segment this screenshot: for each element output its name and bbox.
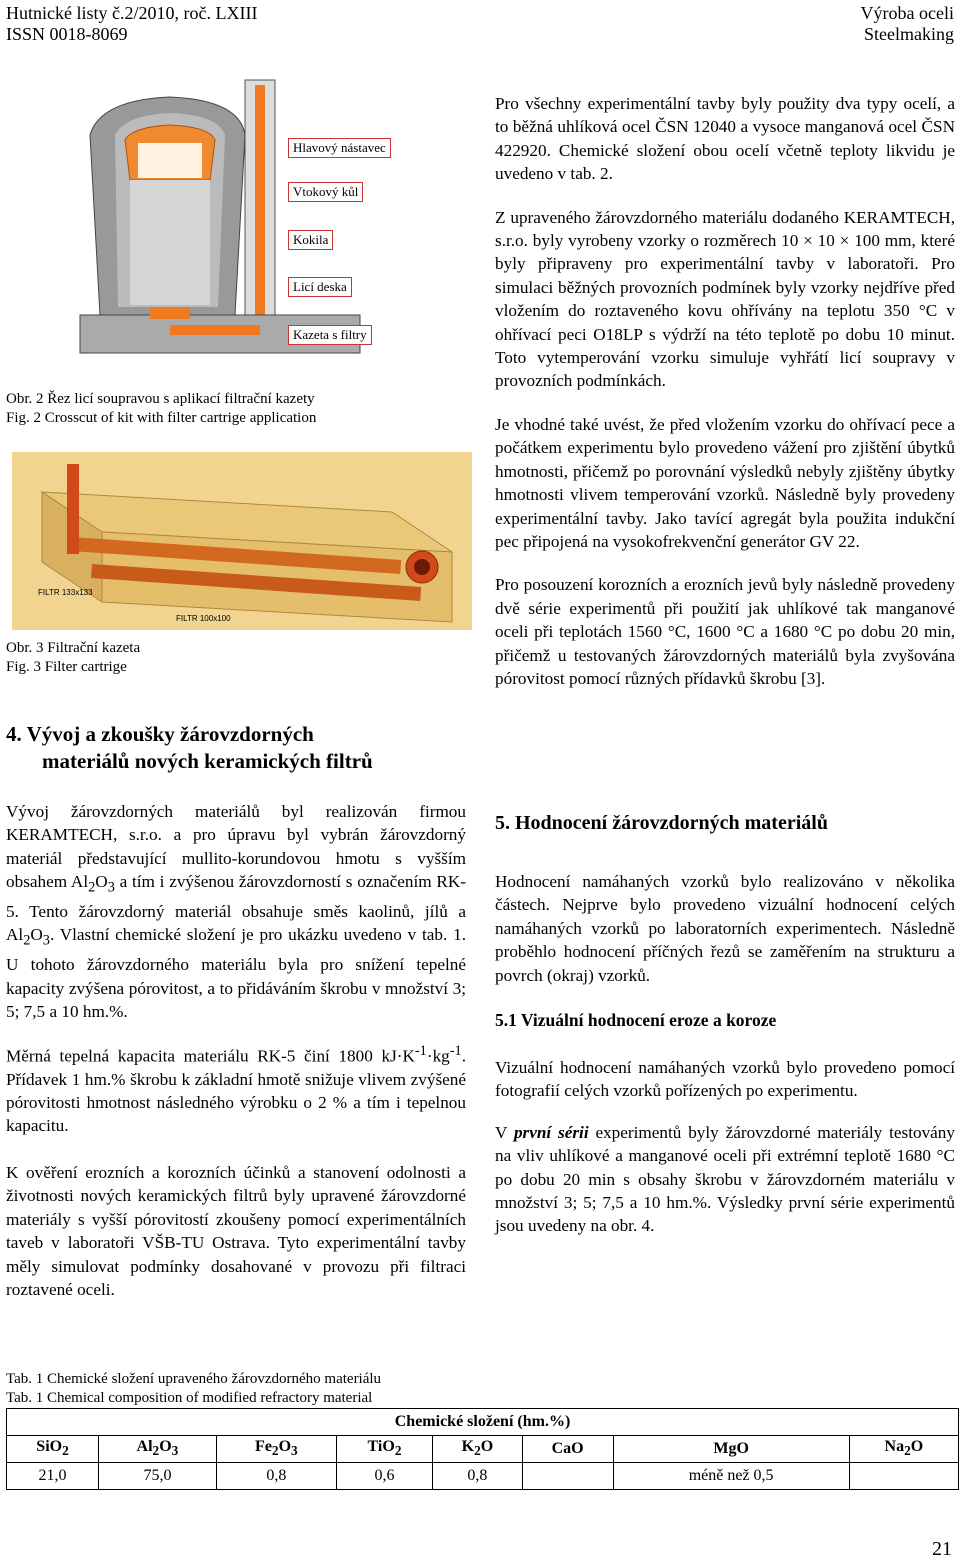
paragraph-right-7: V první sérii experimentů byly žárovzdorné materiály testovány na vliv uhlíkové a manganové oceli při extrémní teplotě 1680 °C po dobu 20 min s obsahy škrobu v žárovzdorném materiálu v množství 3; 5; 7,5 a 10 hm.%. Výsledky první série experimentů jsou uvedeny na obr. 4. [495, 1122, 955, 1236]
paragraph-right-4: Pro posouzení korozních a erozních jevů byly následně provedeny dvě série experimentů při použití jak uhlíkové tak manganové oceli při teplotách 1560 °C, 1600 °C a 1680 °C po dobu 20 min, přičemž u testovaných žárovzdorných materiálů byla zvyšována pórovitost pomocí různých přídavků škrobu [3]. [495, 575, 955, 688]
table-row [7, 1463, 959, 1490]
right-column-body [495, 92, 955, 690]
col-fe2o3: $Fe_2O_3$ [216, 1436, 336, 1463]
table1-caption-cz: Tab. 1 Chemické složení upraveného žárovzdorného materiálu [6, 1371, 382, 1387]
value-na2o [849, 1463, 958, 1490]
table-header-row [7, 1436, 959, 1463]
table1-caption-en: Tab. 1 Chemical composition of modified refractory material [6, 1390, 373, 1406]
paragraph-left-2: Měrná tepelná kapacita materiálu RK-5 činí 1800 $kJ\cdot K^{-1}\cdot kg^{-1}$. Přídavek 1 hm.% škrobu k základní hmotě snižuje vlivem zvýšené pórovitosti hmotnost následného výrobku o 2 % a tím i tepelnou kapacitu. [6, 1042, 466, 1136]
paragraph-left-1: Vývoj žárovzdorných materiálů byl realizován firmou KERAMTECH, s.r.o. a pro úpravu byl vybrán žárovzdorný materiál představující mullito-korundovou hmotu s vyšším obsahem $Al_2O_3$ a tím i zvýšenou žárovzdorností s označením RK-5. Tento žárovzdorný materiál obsahuje směs kaolinů, jílů a $Al_2O_3$. Vlastní chemické složení je pro ukázku uvedeno v tab. 1. U tohoto žárovzdorného materiálu byla pro snížení tepelné kapacity zvýšena pórovitost, a to přidáváním škrobu v množství 3; 5; 7,5 a 10 hm.%. [6, 802, 466, 1022]
section-5-body [495, 870, 955, 987]
col-k2o: $K_2O$ [433, 1436, 523, 1463]
figure-2-casting-diagram [60, 75, 390, 395]
col-mgo: MgO [613, 1436, 849, 1463]
fig3-label-left: FILTR 133x133 [38, 588, 93, 597]
figure-3-filter-cartridge [12, 452, 472, 630]
section-5-heading: 5. Hodnocení žárovzdorných materiálů [495, 812, 828, 834]
value-cao [522, 1463, 613, 1490]
section-5-1-body [495, 1056, 955, 1238]
value-tio2: 0,6 [336, 1463, 432, 1490]
fig3-caption-en: Fig. 3 Filter cartrige [6, 659, 127, 675]
page-number: 21 [932, 1538, 952, 1560]
value-fe2o3: 0,8 [216, 1463, 336, 1490]
table-title: Chemické složení (hm.%) [7, 1409, 959, 1436]
label-casting-plate: Licí deska [288, 277, 352, 297]
table-chemical-composition [6, 1408, 959, 1490]
label-filter-cartridge: Kazeta s filtry [288, 325, 372, 345]
journal-title: Hutnické listy č.2/2010, roč. LXIII [6, 3, 258, 23]
section-en: Steelmaking [864, 24, 954, 44]
value-k2o: 0,8 [433, 1463, 523, 1490]
label-hot-top: Hlavový nástavec [288, 138, 391, 158]
value-sio2: 21,0 [7, 1463, 99, 1490]
paragraph-right-2: Z upraveného žárovzdorného materiálu dodaného KERAMTECH, s.r.o. byly vyrobeny vzorky o rozměrech 10 × 10 × 100 mm, které byly připraveny pro experimentální tavby v laboratoři. Pro simulaci běžných provozních podmínek byly vzorky nejdříve před vložením do roztaveného kovu ohřívány na teplotu 350 °C v ohřívací peci O18LP s výdrží na této teplotě po dobu 10 minut. Toto vytemperování vzorku simuluje vyhřátí licí soupravy v provozních podmínkách. [495, 207, 955, 391]
fig3-label-right: FILTR 100x100 [176, 614, 231, 623]
left-column-body [6, 800, 466, 1301]
label-mould: Kokila [288, 230, 333, 250]
col-al2o3: $Al_2O_3$ [99, 1436, 217, 1463]
value-al2o3: 75,0 [99, 1463, 217, 1490]
col-cao: CaO [522, 1436, 613, 1463]
value-mgo: méně než 0,5 [613, 1463, 849, 1490]
col-sio2: SiO$_2$ [7, 1436, 99, 1463]
fig2-caption-cz: Obr. 2 Řez licí soupravou s aplikací filtrační kazety [6, 391, 315, 407]
section-5-1-heading: 5.1 Vizuální hodnocení eroze a koroze [495, 1010, 777, 1030]
fig2-caption-en: Fig. 2 Crosscut of kit with filter cartrige application [6, 410, 317, 426]
paragraph-right-3: Je vhodné také uvést, že před vložením vzorku do ohřívací pece a počátkem experimentu bylo provedeno vážení pro zjištění úbytků hmotnosti, přičemž po porovnání výsledků nebyly zjištěny úbytky hmotnosti vlivem temperování vzorků. Následně byly provedeny experimentální tavby. Jako tavící agregát byla použita indukční pec připojená na vysokofrekvenční generátor GV 22. [495, 414, 955, 551]
paragraph-right-5: Hodnocení namáhaných vzorků bylo realizováno v několika částech. Nejprve bylo provedeno vizuální hodnocení celých namáhaných vzorků po laboratorních experimentech. Následně proběhlo hodnocení příčných řezů se zaměřením na strukturu a povrch (okraj) vzorků. [495, 872, 955, 985]
section-4-heading-line1: 4. Vývoj a zkoušky žárovzdorných [6, 722, 314, 746]
fig3-caption-cz: Obr. 3 Filtrační kazeta [6, 640, 141, 656]
label-runner: Vtokový kůl [288, 182, 363, 202]
paragraph-right-1: Pro všechny experimentální tavby byly použity dva typy ocelí, a to běžná uhlíková ocel ČSN 12040 a vysoce manganová ocel ČSN 422920. Chemické složení obou ocelí včetně teploty likvidu je uvedeno v tab. 2. [495, 94, 955, 184]
section-4-heading-line2: materiálů nových keramických filtrů [42, 749, 373, 773]
col-tio2: TiO$_2$ [336, 1436, 432, 1463]
paragraph-left-3: K ověření erozních a korozních účinků a stanovení odolnosti a životnosti nových keramických filtrů byly upravené žárovzdorné materiály s vyšší pórovitostí zkoušeny pomocí experimentálních taveb v laboratoři VŠB-TU Ostrava. Tyto experimentální tavby měly simulovat podmínky dosahované v provozu při filtraci roztavené oceli. [6, 1162, 466, 1299]
col-na2o: $Na_2O$ [849, 1436, 958, 1463]
paragraph-right-6: Vizuální hodnocení namáhaných vzorků bylo provedeno pomocí fotografií celých vzorků pořízených po experimentu. [495, 1058, 955, 1101]
section-cz: Výroba oceli [860, 3, 954, 23]
issn: ISSN 0018-8069 [6, 24, 128, 44]
